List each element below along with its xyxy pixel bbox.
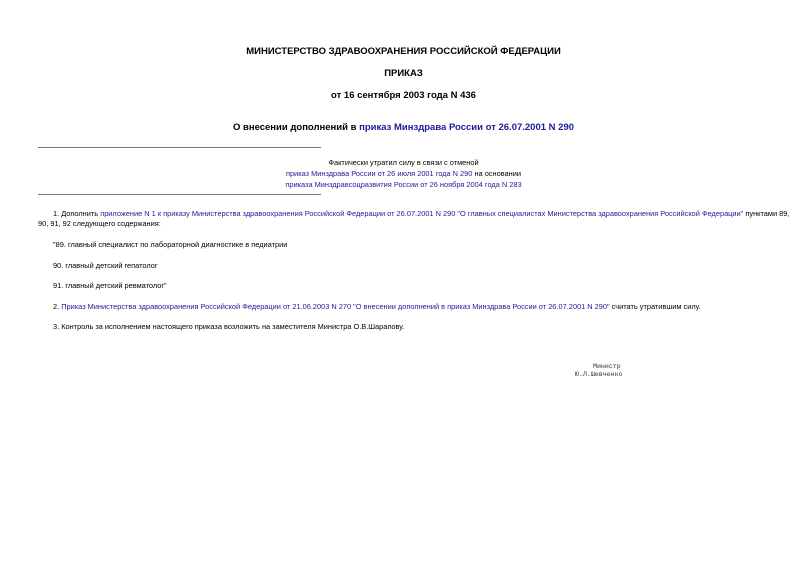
status-note-line3 bbox=[0, 180, 807, 189]
divider-bottom bbox=[38, 194, 321, 195]
cancelled-order-link[interactable]: приказ Минздрава России от 26 июля 2001 года N 290 bbox=[286, 169, 473, 178]
status-note-suffix: на основании bbox=[472, 169, 521, 178]
p2-suffix: считать утратившим силу. bbox=[609, 302, 701, 311]
item-90: 90. главный детский гепатолог bbox=[53, 261, 158, 270]
divider-top bbox=[38, 147, 321, 148]
basis-order-link[interactable]: приказа Минздравсоцразвития России от 26 ноября 2004 года N 283 bbox=[285, 180, 522, 189]
repealed-order-link[interactable]: Приказ Министерства здравоохранения Российской Федерации от 21.06.2003 N 270 "О внесении дополнений в приказ Минздрава России от 26.07.2001 N 290" bbox=[61, 302, 610, 311]
title-link[interactable]: приказ Минздрава России от 26.07.2001 N 290 bbox=[359, 122, 575, 133]
item-89: "89. главный специалист по лабораторной диагностике в педиатрии bbox=[53, 240, 288, 249]
doc-type-heading: ПРИКАЗ bbox=[384, 68, 423, 79]
paragraph-2 bbox=[53, 302, 701, 311]
item-91: 91. главный детский ревматолог" bbox=[53, 281, 167, 290]
title-prefix: О внесении дополнений в bbox=[232, 122, 360, 133]
p1-prefix: 1. Дополнить bbox=[53, 209, 101, 218]
status-note-line1: Фактически утратил силу в связи с отменой bbox=[328, 158, 479, 167]
signature-position: Министр bbox=[593, 363, 621, 370]
paragraph-1-line2: 90, 91, 92 следующего содержания: bbox=[38, 219, 161, 228]
p2-prefix: 2. bbox=[53, 302, 62, 311]
status-note-line2 bbox=[0, 169, 807, 178]
document-title bbox=[0, 122, 807, 133]
ministry-heading: МИНИСТЕРСТВО ЗДРАВООХРАНЕНИЯ РОССИЙСКОЙ ФЕДЕРАЦИИ bbox=[246, 46, 561, 57]
date-number-heading: от 16 сентября 2003 года N 436 bbox=[331, 90, 476, 101]
paragraph-1 bbox=[53, 209, 789, 218]
paragraph-3: 3. Контроль за исполнением настоящего приказа возложить на заместителя Министра О.В.Шарапову. bbox=[53, 322, 405, 331]
p1-suffix: пунктами 89, bbox=[743, 209, 790, 218]
appendix-link[interactable]: приложение N 1 к приказу Министерства здравоохранения Российской Федерации от 26.07.2001 N 290 "О главных специалистах Министерства здравоохранения Российской Федерации" bbox=[100, 209, 744, 218]
signature-name: Ю.Л.Шевченко bbox=[575, 371, 623, 378]
